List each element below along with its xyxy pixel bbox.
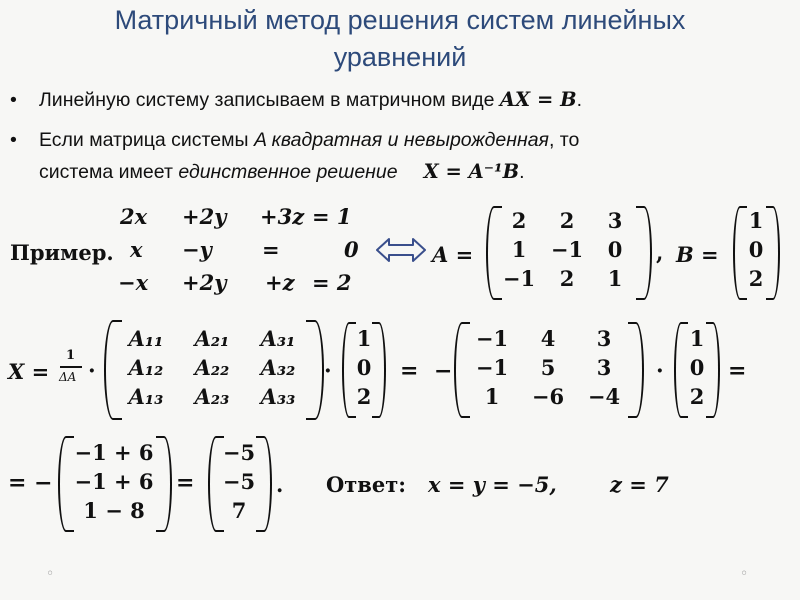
system-r2-c3: = [262, 237, 280, 262]
result-vector-cell: −5 [222, 440, 256, 465]
bullet-2-emphasis: A квадратная и невырожденная [253, 129, 549, 151]
title-line-2: уравнений [333, 42, 467, 72]
equals-3: = [176, 470, 195, 496]
system-r3-c4: = 2 [312, 270, 352, 295]
numeric-matrix-cell: 1 [484, 384, 500, 409]
numeric-matrix-cell: −6 [531, 384, 565, 409]
example-label: Пример. [10, 240, 114, 265]
equals-1: = [400, 358, 419, 384]
bullet-2-text-a: Если матрица системы [39, 129, 254, 151]
equals-2: = [728, 358, 747, 384]
system-r2-c1: x [130, 237, 143, 262]
bullet-dot: • [10, 89, 17, 111]
nav-prev-icon[interactable]: ◦ [46, 566, 55, 582]
result-period: . [276, 472, 284, 497]
matrix-a-cell: 1 [511, 237, 527, 262]
vector-b3-cell: 0 [689, 355, 705, 380]
adj-matrix-cell: A₁₂ [128, 355, 164, 380]
numeric-matrix-cell: 5 [540, 355, 556, 380]
system-r3-c3: +z [265, 270, 295, 295]
fraction-denominator: ΔA [59, 370, 77, 384]
vector-b2-cell: 0 [356, 355, 372, 380]
bullet-2-line2-end: . [519, 161, 525, 183]
adj-matrix-cell: A₃₁ [260, 326, 296, 351]
adj-matrix-cell: A₂₁ [194, 326, 230, 351]
system-r2-c4: 0 [344, 237, 359, 262]
adj-matrix-cell: A₃₃ [260, 384, 296, 409]
sums-vector-cell: −1 + 6 [74, 440, 154, 465]
adj-matrix-cell: A₂₃ [194, 384, 230, 409]
matrix-a-right-paren [636, 206, 652, 300]
dot-operator-1: · [88, 358, 96, 384]
line3-prefix: = − [8, 470, 53, 496]
matrix-a-cell: −1 [550, 237, 584, 262]
bullet-dot: • [10, 129, 17, 151]
bullet-2-line2-emphasis: единственное решение [178, 161, 398, 183]
num-matrix-right-paren [628, 322, 644, 418]
vector-b2-cell: 2 [356, 384, 372, 409]
bullet-1-text: Линейную систему записываем в матричном виде [39, 89, 500, 111]
numeric-matrix-cell: −1 [475, 355, 509, 380]
system-r1-c2: +2y [182, 204, 227, 229]
system-r3-c1: −x [118, 270, 149, 295]
system-r2-c2: −y [182, 237, 212, 262]
bullet-2-formula: X = A⁻¹B [423, 160, 520, 183]
system-r1-c3: +3z [260, 204, 305, 229]
matrix-a-cell: 3 [607, 208, 623, 233]
numeric-matrix-cell: 4 [540, 326, 556, 351]
answer-part-2: z = 7 [610, 472, 669, 497]
fraction-numerator: 1 [66, 348, 76, 363]
slide-title [40, 2, 760, 76]
result-vector-cell: −5 [222, 469, 256, 494]
bullet-2-text-b: , то [548, 129, 580, 151]
dot-operator-3: · [656, 358, 664, 384]
matrix-a-cell: 1 [607, 266, 623, 291]
numeric-matrix-cell: 3 [596, 355, 612, 380]
bullet-1-end: . [576, 89, 583, 111]
numeric-matrix-cell: 3 [596, 326, 612, 351]
bullet-2-line2-a: система имеет [39, 161, 179, 183]
title-line-1: Матричный метод решения систем линейных [114, 5, 686, 35]
numeric-matrix-cell: −4 [587, 384, 621, 409]
x-label: X = [8, 359, 50, 384]
vector-b3-cell: 2 [689, 384, 705, 409]
vector-b2-cell: 1 [356, 326, 372, 351]
adj-matrix-cell: A₁₃ [128, 384, 164, 409]
minus-1: − [434, 358, 453, 384]
vector-b-cell: 0 [748, 237, 764, 262]
result-vector-cell: 7 [231, 498, 247, 523]
matrix-a-label: A = [432, 242, 474, 267]
dot-operator-2: · [324, 358, 332, 384]
matrix-a-cell: 2 [559, 266, 575, 291]
answer-label: Ответ: [326, 472, 407, 497]
nav-next-icon[interactable]: ◦ [740, 566, 749, 582]
vector-b-cell: 2 [748, 266, 764, 291]
answer-part-1: x = y = −5, [428, 472, 557, 497]
bullet-1-formula: AX = B [499, 88, 577, 111]
numeric-matrix-cell: −1 [475, 326, 509, 351]
sums-vector-cell: −1 + 6 [74, 469, 154, 494]
adj-right-paren [306, 320, 324, 420]
vector-b-label: B = [676, 242, 719, 267]
fraction-bar [60, 366, 82, 368]
matrix-a-cell: −1 [502, 266, 536, 291]
adj-matrix-cell: A₁₁ [128, 326, 164, 351]
vector-b3-cell: 1 [689, 326, 705, 351]
matrix-a-cell: 2 [511, 208, 527, 233]
system-r1-c4: = 1 [312, 204, 352, 229]
sums-vector-cell: 1 − 8 [83, 498, 145, 523]
matrix-a-cell: 0 [607, 237, 623, 262]
matrix-a-cell: 2 [559, 208, 575, 233]
adj-matrix-cell: A₃₂ [260, 355, 296, 380]
vector-b-cell: 1 [748, 208, 764, 233]
double-arrow-icon [375, 236, 427, 264]
adj-matrix-cell: A₂₂ [194, 355, 230, 380]
system-r3-c2: +2y [182, 270, 227, 295]
matrix-comma: , [656, 240, 664, 265]
system-r1-c1: 2x [120, 204, 148, 229]
